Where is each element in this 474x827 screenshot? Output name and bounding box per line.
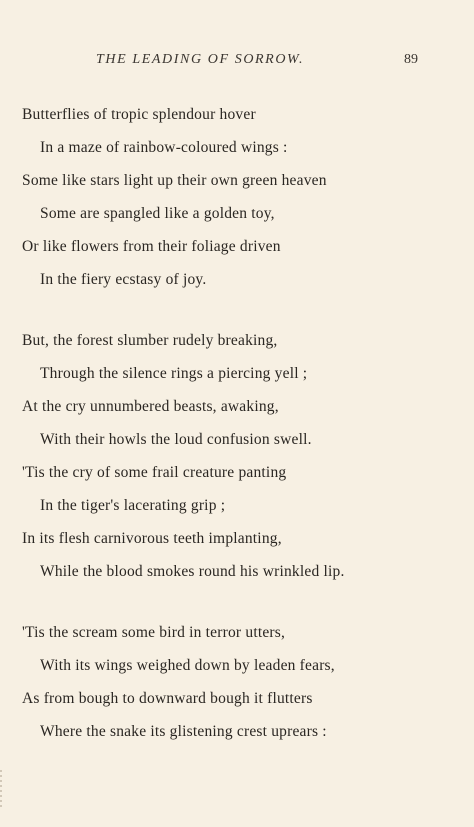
poem-line: In the fiery ecstasy of joy. xyxy=(40,271,207,288)
poem-line: As from bough to downward bough it flutters xyxy=(22,690,313,707)
stanza-1 xyxy=(0,98,474,296)
page-number: 89 xyxy=(404,52,418,67)
poem-line: Some like stars light up their own green heaven xyxy=(22,172,327,189)
poem-line: Through the silence rings a piercing yell ; xyxy=(40,365,308,382)
poem-line: In a maze of rainbow-coloured wings : xyxy=(40,139,288,156)
poem-line: But, the forest slumber rudely breaking, xyxy=(22,332,278,349)
poem-line: While the blood smokes round his wrinkled lip. xyxy=(40,563,345,580)
poem-line: With their howls the loud confusion swell. xyxy=(40,431,312,448)
stanza-3 xyxy=(0,616,474,748)
running-title: THE LEADING OF SORROW. xyxy=(96,52,305,67)
page-edge-mark xyxy=(0,770,2,810)
poem-line: Or like flowers from their foliage driven xyxy=(22,238,281,255)
poem-line: Where the snake its glistening crest uprears : xyxy=(40,723,327,740)
stanza-break xyxy=(0,296,474,324)
poem-body xyxy=(0,98,474,748)
stanza-break xyxy=(0,588,474,616)
poem-line: In its flesh carnivorous teeth implanting, xyxy=(22,530,282,547)
poem-line: At the cry unnumbered beasts, awaking, xyxy=(22,398,279,415)
poem-line: 'Tis the cry of some frail creature panting xyxy=(22,464,287,481)
poem-line: In the tiger's lacerating grip ; xyxy=(40,497,226,514)
poem-line: Some are spangled like a golden toy, xyxy=(40,205,275,222)
stanza-2 xyxy=(0,324,474,588)
poem-line: Butterflies of tropic splendour hover xyxy=(22,106,256,123)
poem-line: With its wings weighed down by leaden fears, xyxy=(40,657,335,674)
poem-line: 'Tis the scream some bird in terror utters, xyxy=(22,624,286,641)
